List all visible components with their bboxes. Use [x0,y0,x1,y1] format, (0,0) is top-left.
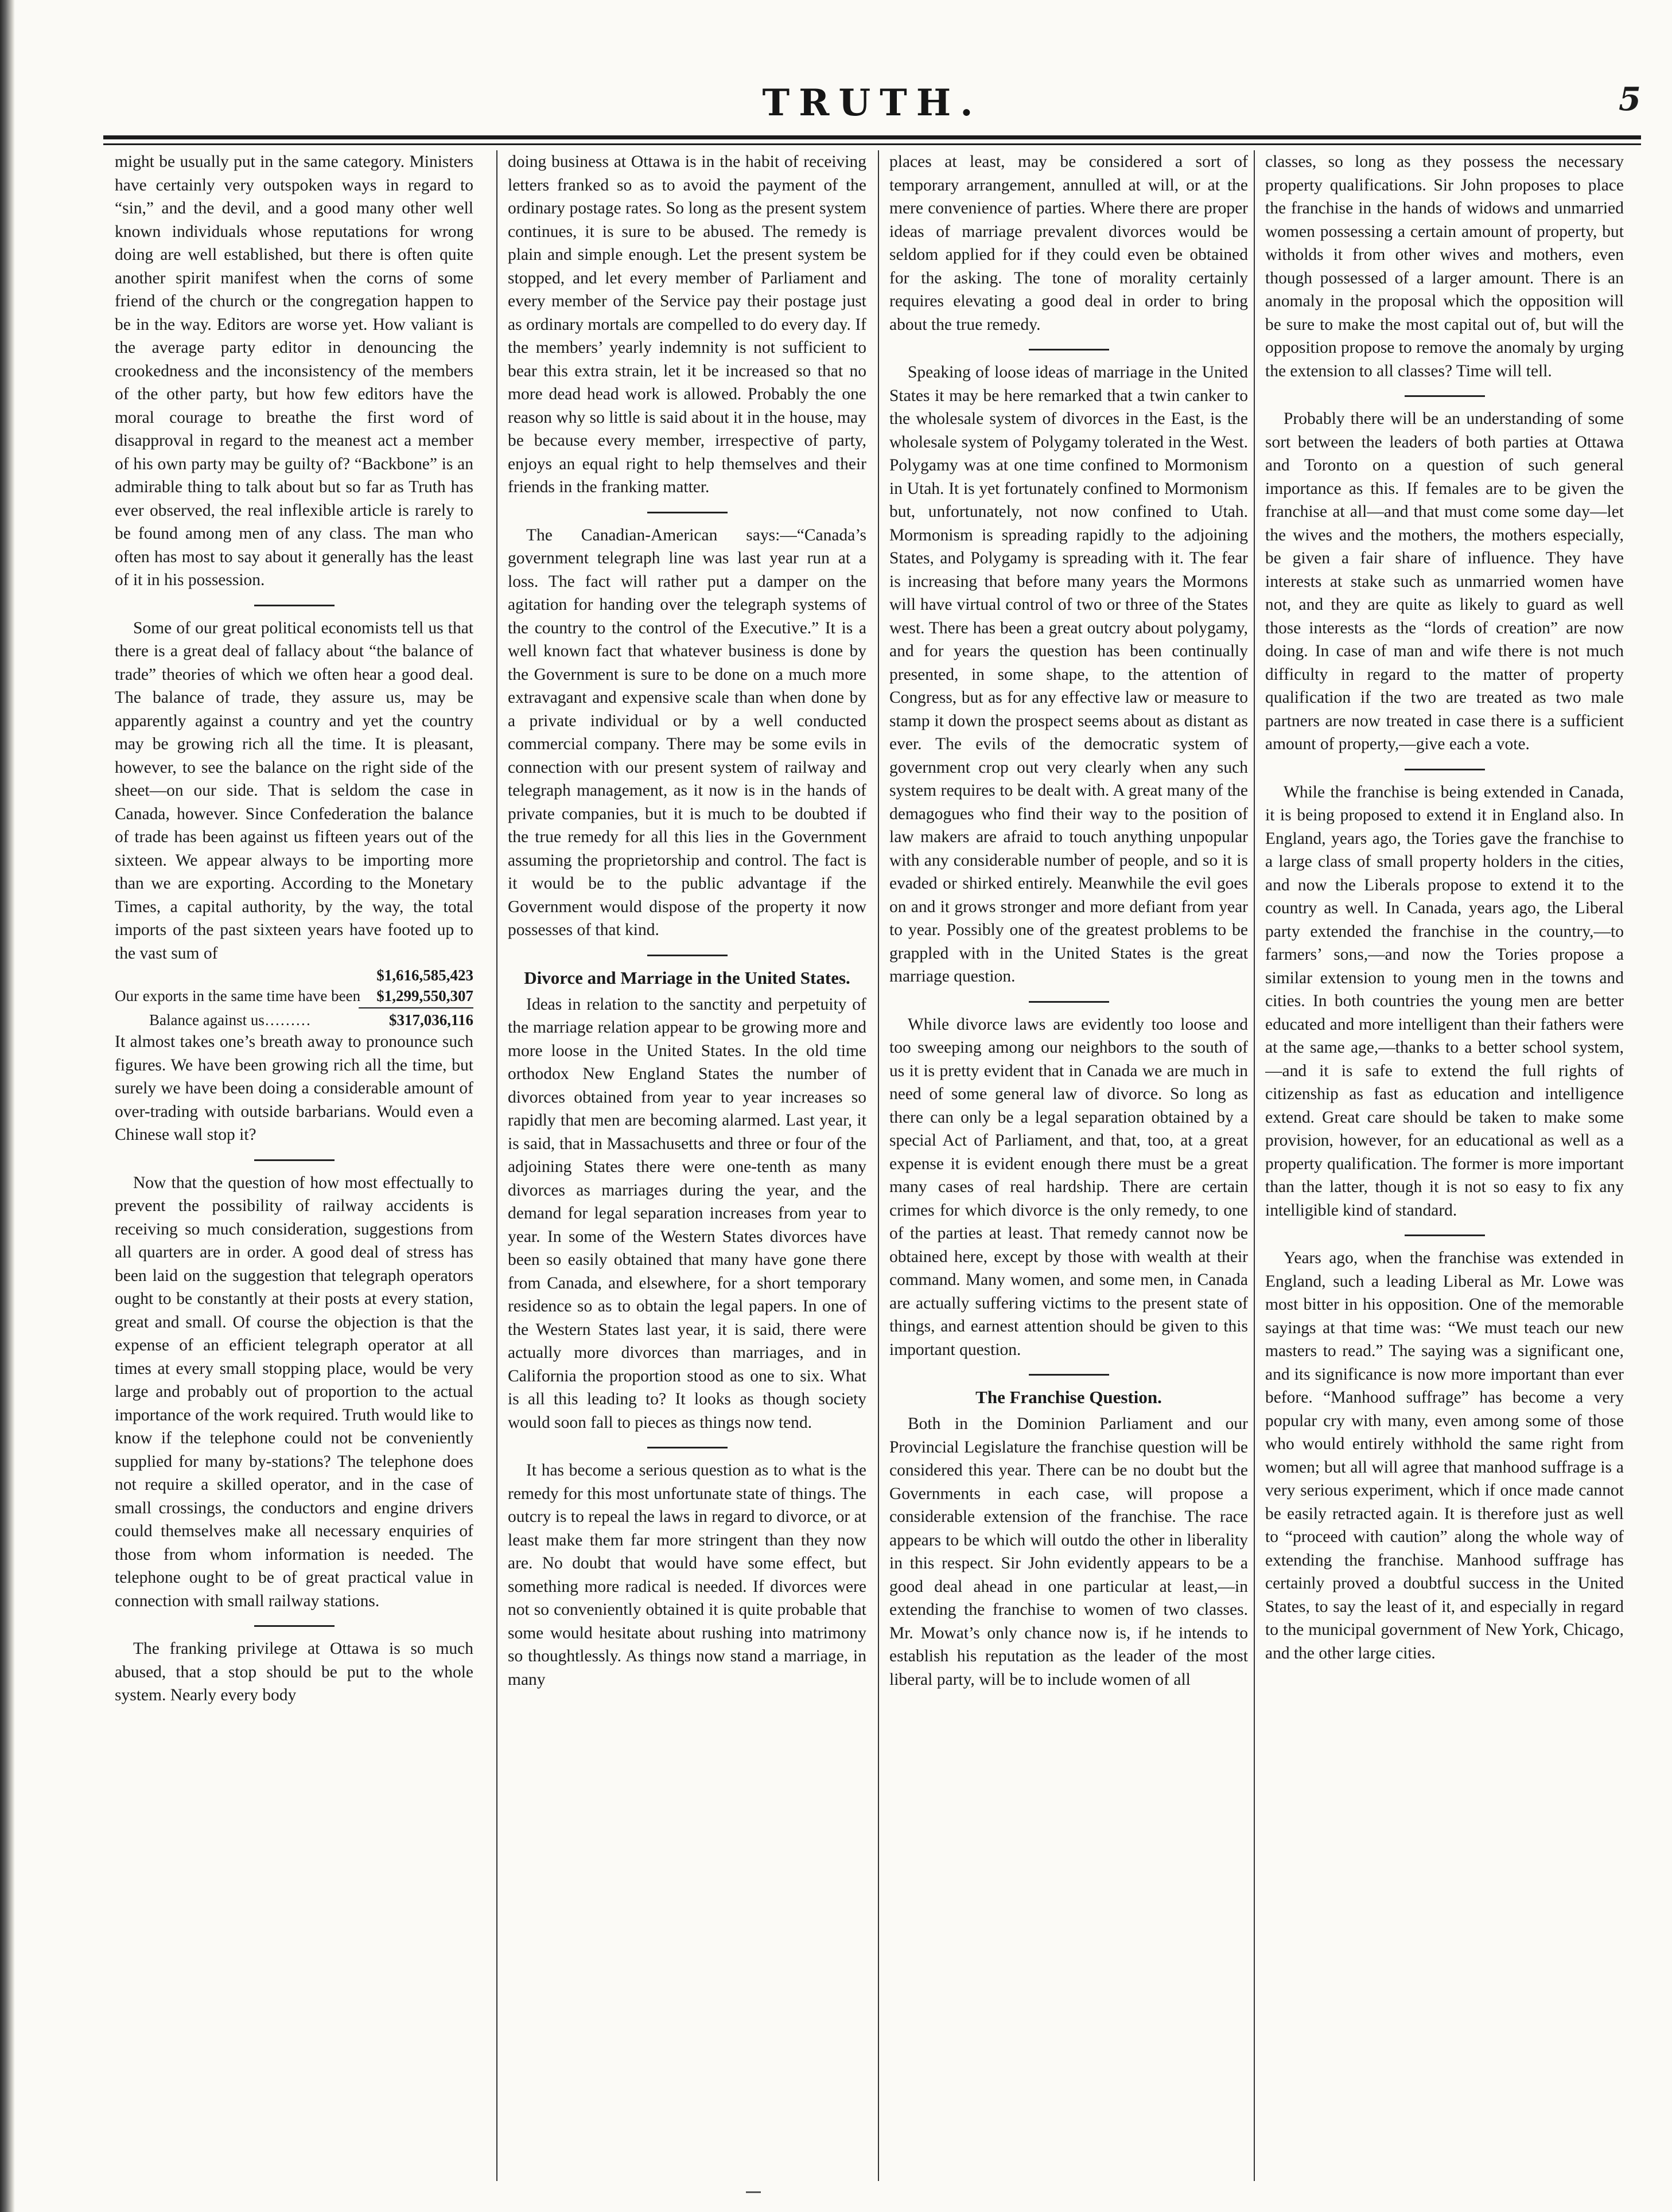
article-paragraph: Probably there will be an understanding of some sort between the leaders of both parties at Ottawa and Toronto on a question of such general importance as this. If females are to be given the franchise at all—and that must come some day—let the wives and the mothers, the mothers especially, be given a fair share of influence. They have interests at stake such as unmarried women have not, and they are quite as likely to guard as well those interests as the “lords of creation” are now doing. In case of man and wife there is not much difficulty in regard to the matter of property qualification if the two are treated as two male partners are now treated in case there is a sufficient amount of property,—give each a vote. [1265,410,1624,753]
section-separator [1405,769,1485,770]
section-separator [1029,1374,1109,1376]
article-paragraph: Some of our great political economists tell us that there is a great deal of fallacy about “the balance of trade” theories of which we often hear a good deal. The balance of trade, they assure us, may be apparently against a country and yet the country may be growing rich all the time. It is pleasant, however, to see the balance on the right side of the sheet—on our side. That is seldom the case in Canada, however. Since Confederation the balance of trade has been against us fifteen years out of the sixteen. We appear always to be importing more than we are exporting. According to the Monetary Times, a capital authority, by the way, the total imports of the past sixteen years have footed up to the vast sum of [115,618,473,963]
section-separator [1029,1001,1109,1003]
footer-mark [746,2191,761,2193]
article-heading: Divorce and Marriage in the United States. [524,967,850,988]
column-4 [1265,150,1624,2181]
article-paragraph: classes, so long as they possess the necessary property qualifications. Sir John proposes to place the franchise in the hands of widows and unmarried women possessing a certain amount of property, but witholds it from other wives and mothers, even though possessed of a larger amount. There is an anomaly in the proposal which the opposition will be sure to make the most capital out of, but will the opposition propose to remove the anomaly by urging the extension to all classes? Time will tell. [1265,153,1624,380]
section-separator [647,955,728,956]
page-binding-edge [0,0,15,2212]
article-paragraph: It almost takes one’s breath away to pronounce such figures. We have been growing rich all the time, but surely we have been doing a considerable amount of over-trading with outside barbarians. Would even a Chinese wall stop it? [115,1033,473,1144]
column-divider [878,150,879,2181]
section-separator [647,1447,728,1448]
masthead-rule-thick [103,135,1641,139]
column-1 [115,150,473,2181]
section-separator [254,1625,335,1627]
sum-rule [359,1007,473,1008]
article-paragraph: Years ago, when the franchise was extended in England, such a leading Liberal as Mr. Lowe was most bitter in his opposition. One of the memorable sayings at that time was: “We must teach our new masters to read.” The saying was a significant one, and its significance is now more important than ever before. “Manhood suffrage” has become a very popular cry with many, even among some of those who would entirely withhold the same right from women; but all will agree that manhood suffrage is a very serious experiment, which if once made cannot be easily retracted again. It is therefore just as well to “proceed with caution” along the whole way of extending the franchise. Manhood suffrage has certainly proved a doubtful success in the United States, to say the least of it, and especially in regard to the municipal government of New York, Chicago, and the other large cities. [1265,1249,1624,1662]
column-3 [889,150,1248,2181]
trade-figures [115,965,473,1030]
masthead [103,69,1641,132]
section-separator [254,1159,335,1161]
article-paragraph: Now that the question of how most effectually to prevent the possibility of railway accidents is receiving so much consideration, suggestions from all quarters are in order. A good deal of stress has been laid on the suggestion that telegraph operators ought to be constantly at their posts at every station, great and small. Of course the objection is that the expense of an efficient telegraph operator at all times at every small stopping place, would be very large and probably out of proportion to the actual importance of the work required. Truth would like to know if the telephone could not be conveniently supplied for many by-stations? The telephone does not require a skilled operator, and in the case of small crossings, the conductors and engine drivers could themselves make all necessary enquiries of those from whom information is needed. The telephone ought to be of great practical value in connection with small railway stations. [115,1173,473,1610]
section-separator [647,512,728,513]
section-separator [254,605,335,606]
exports-total: $1,299,550,307 [376,987,473,1004]
balance-total: $317,036,116 [388,1011,473,1029]
article-paragraph: It has become a serious question as to what is the remedy for this most unfortunate state of things. The outcry is to repeal the laws in regard to divorce, or at least make them far more stringent than they now are. No doubt that would have some effect, but something more radical is needed. If divorces were not so conveniently obtained it is quite probable that some would hesitate about rushing into matrimony so thoughtlessly. As things now stand a marriage, in many [508,1461,866,1689]
exports-row [115,986,473,1006]
imports-total: $1,616,585,423 [376,967,473,984]
article-paragraph: Speaking of loose ideas of marriage in the United States it may be here remarked that a twin canker to the wholesale system of divorces in the East, is the wholesale system of Polygamy tolerated in the West. Polygamy was at one time confined to Mormonism in Utah. It is yet fortunately confined to Mormonism but, unfortunately, not now confined to Utah. Mormonism is spreading rapidly to the adjoining States, and Polygamy is spreading with it. The fear is increasing that before many years the Mormons will have virtual control of two or three of the States west. There has been a great outcry about polygamy, and for years the question has been continually presented, in some shape, to the attention of Congress, but as for any effective law or measure to stamp it down the prospect seems about as distant as ever. The evils of the democratic system of government crop out very clearly when any such system requires to be dealt with. A great many of the demagogues who find their way to the position of law makers are afraid to touch anything unpopular with any considerable number of people, and so it is evaded or shirked entirely. Meanwhile the evil goes on and it grows stronger and more defiant from year to year. Possibly one of the greatest problems to be grappled with in the United States is the great marriage question. [889,363,1248,986]
newspaper-title: TRUTH. [762,81,982,124]
article-paragraph: places at least, may be considered a sort of temporary arrangement, annulled at will, or at the mere convenience of parties. Where there are proper ideas of marriage prevalent divorces would be seldom applied for if they could even be obtained for the asking. The tone of morality certainly requires elevating a good deal in order to bring about the true remedy. [889,153,1248,334]
article-paragraph: While divorce laws are evidently too loose and too sweeping among our neighbors to the south of us it is pretty evident that in Canada we are much in need of some general law of divorce. So long as there can only be a legal separation obtained by a special Act of Parliament, and that, too, at a great expense it is evident enough there must be a great many cases of real hardship. There are certain crimes for which divorce is the only remedy, to one of the parties at least. That remedy cannot now be obtained here, except by those with wealth at their command. Many women, and some men, in Canada are actually suffering victims to the present state of things, and earnest attention should be given to this important question. [889,1015,1248,1359]
article-heading: The Franchise Question. [975,1387,1162,1407]
section-separator [1405,1234,1485,1236]
article-paragraph: might be usually put in the same category. Ministers have certainly very outspoken ways in regard to “sin,” and the devil, and a good many other well known individuals whose reputations for wrong doing are well established, but there is often quite another spirit manifest when the corns of some friend of the church or the congregation happen to be in the way. Editors are worse yet. How valiant is the average party editor in denouncing the crookedness and the inconsistency of the members of the other party, but how few editors have the moral courage to breathe the first word of disapproval in regard to the meanest act a member of his own party may be guilty of? “Backbone” is an admirable thing to talk about but so far as Truth has ever observed, the real inflexible article is rarely to be found among men of any class. The man who often has most to say about it generally has the least of it in his possession. [115,153,473,589]
article-paragraph: The Canadian-American says:—“Canada’s government telegraph line was last year run at a loss. The fact will rather put a damper on the agitation for handing over the telegraph systems of the country to the control of the Executive.” It is a well known fact that whatever business is done by the Government is sure to be done on a much more extravagant and expensive scale than when done by a private individual or by a well conducted commercial company. There may be some evils in connection with our present system of railway and telegraph management, as it now is in the hands of private companies, but it is much to be doubted if the true remedy for all this lies in the Government assuming the proprietorship and control. The fact is it would be to the public advantage if the Government would dispose of the property it now possesses of that kind. [508,525,866,939]
article-paragraph: Both in the Dominion Parliament and our Provincial Legislature the franchise question will be considered this year. There can be no doubt but the Governments in each case, will propose a considerable extension of the franchise. The race appears to be which will outdo the other in liberality in this respect. Sir John evidently appears to be a good deal ahead in one particular at least,—in extending the franchise to women of two classes. Mr. Mowat’s only chance now is, if he intends to establish his reputation as the leader of the most liberal party, will be to include women of all [889,1415,1248,1689]
page-number: 5 [1619,80,1641,118]
balance-row [115,1010,473,1030]
section-separator [1405,395,1485,397]
exports-label: Our exports in the same time have been [115,987,361,1004]
balance-label: Balance against us……… [149,1011,311,1029]
column-2 [508,150,866,2181]
masthead-rule-thin [103,143,1641,145]
column-divider [496,150,497,2181]
article-paragraph: doing business at Ottawa is in the habit of receiving letters franked so as to avoid the payment of the ordinary postage rates. So long as the present system continues, it is sure to be abused. The remedy is plain and simple enough. Let the present system be stopped, and let every member of Parliament and every member of the Service pay their postage just as ordinary mortals are compelled to do every day. If the members’ yearly indemnity is not sufficient to bear this extra strain, let it be increased so that no more dead head work is allowed. Probably the one reason why so little is said about it in the house, may be because every member, irrespective of party, enjoys an equal right to help themselves and their friends in the franking matter. [508,153,866,496]
section-separator [1029,349,1109,351]
article-paragraph: Ideas in relation to the sanctity and perpetuity of the marriage relation appear to be growing more and more loose in the United States. In the old time orthodox New England States the number of divorces obtained from year to year increases so rapidly that men are becoming alarmed. Last year, it is said, that in Massachusetts and three or four of the adjoining States there were one-tenth as many divorces as marriages during the year, and the demand for legal separation increases from year to year. In some of the Western States divorces have been so easily obtained that many have gone there from Canada, and elsewhere, for a short temporary residence so as to obtain the legal papers. In one of the Western States last year, it is said, there were actually more divorces than marriages, and in California the proportion stood as one to six. What is all this leading to? It looks as though society would soon fall to pieces as things now tend. [508,995,866,1432]
article-paragraph: While the franchise is being extended in Canada, it is being proposed to extend it in England also. In England, years ago, the Tories gave the franchise to a large class of small property holders in the cities, and now the Liberals propose to extend it to the country as well. In Canada, years ago, the Liberal party extended the franchise in the country,—to farmers’ sons,—and now the Tories propose a similar extension to young men in the towns and cities. In both countries the young men are better educated and more intelligent than their fathers were at the same age,—thanks to a better school system,—and it is safe to extend the full rights of citizenship as fast as education and intelligence extend. Great care should be taken to make some provision, however, for an educational as well as a property qualification. The former is more important than the latter, though it is not so easy to fix any intelligible kind of standard. [1265,782,1624,1220]
column-divider [1254,150,1255,2181]
article-paragraph: The franking privilege at Ottawa is so much abused, that a stop should be put to the whole system. Nearly every body [115,1639,473,1704]
